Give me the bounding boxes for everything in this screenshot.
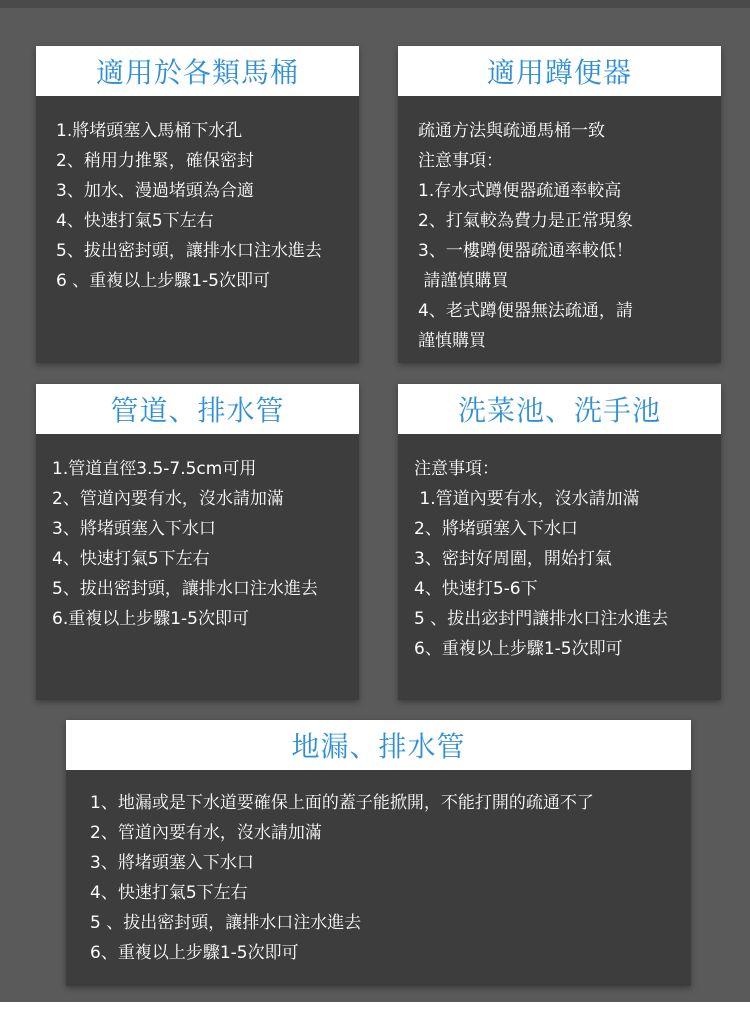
top-border <box>0 0 750 8</box>
instruction-line: 2、將堵頭塞入下水口 <box>414 519 578 539</box>
instruction-line: 6 、重複以上步驟1-5次即可 <box>56 271 270 291</box>
instruction-line: 3、加水、漫過堵頭為合適 <box>56 181 254 201</box>
instruction-line: 4、快速打氣5下左右 <box>52 549 210 569</box>
instruction-line: 2、稍用力推緊，確保密封 <box>56 151 254 171</box>
card-sink-usage <box>398 384 721 700</box>
instruction-line: 謹慎購買 <box>418 331 486 351</box>
instruction-line: 1、地漏或是下水道要確保上面的蓋子能掀開，不能打開的疏通不了 <box>90 793 594 813</box>
instruction-line: 6.重複以上步驟1-5次即可 <box>52 609 249 629</box>
card-squat-toilet-usage <box>398 46 721 363</box>
instruction-line: 3、一樓蹲便器疏通率較低！ <box>418 241 633 261</box>
instruction-line: 6、重複以上步驟1-5次即可 <box>90 943 299 963</box>
instruction-line: 1.存水式蹲便器疏通率較高 <box>418 181 622 201</box>
instruction-line: 1.管道內要有水，沒水請加滿 <box>414 489 640 509</box>
instruction-line: 3、密封好周圍，開始打氣 <box>414 549 612 569</box>
instruction-line: 4、快速打氣5下左右 <box>56 211 214 231</box>
instruction-line: 2、打氣較為費力是正常現象 <box>418 211 633 231</box>
instruction-line: 4、快速打氣5下左右 <box>90 883 248 903</box>
card-instructions <box>36 434 359 700</box>
card-title: 適用蹲便器 <box>398 46 721 96</box>
instruction-line: 5 、拔出宓封門讓排水口注水進去 <box>414 609 669 629</box>
instruction-line: 5 、拔出密封頭，讓排水口注水進去 <box>90 913 362 933</box>
card-floor-drain-usage <box>66 720 691 986</box>
instruction-line: 疏通方法與疏通馬桶一致 <box>418 121 605 141</box>
instruction-line: 1.將堵頭塞入馬桶下水孔 <box>56 121 243 141</box>
card-instructions <box>398 96 721 363</box>
instruction-line: 4、快速打5-6下 <box>414 579 538 599</box>
card-title: 適用於各類馬桶 <box>36 46 359 96</box>
card-instructions <box>66 770 691 986</box>
instruction-line: 6、重複以上步驟1-5次即可 <box>414 639 623 659</box>
card-title: 管道、排水管 <box>36 384 359 434</box>
instruction-line: 4、老式蹲便器無法疏通，請 <box>418 301 633 321</box>
instruction-line: 5、拔出密封頭，讓排水口注水進去 <box>56 241 322 261</box>
instruction-line: 1.管道直徑3.5-7.5cm可用 <box>52 459 257 479</box>
instruction-line: 注意事項： <box>418 151 503 171</box>
instruction-line: 3、將堵頭塞入下水口 <box>52 519 216 539</box>
instruction-line: 5、拔出密封頭，讓排水口注水進去 <box>52 579 318 599</box>
card-title: 洗菜池、洗手池 <box>398 384 721 434</box>
instruction-line: 3、將堵頭塞入下水口 <box>90 853 254 873</box>
instruction-line: 2、管道內要有水，沒水請加滿 <box>90 823 322 843</box>
instruction-line: 注意事項： <box>414 459 499 479</box>
card-title: 地漏、排水管 <box>66 720 691 770</box>
card-instructions <box>398 434 721 700</box>
instruction-line: 2、管道內要有水，沒水請加滿 <box>52 489 284 509</box>
card-pipe-usage <box>36 384 359 700</box>
bottom-border <box>0 1002 750 1022</box>
card-instructions <box>36 96 359 363</box>
instruction-line: 請謹慎購買 <box>418 271 509 291</box>
card-toilet-usage <box>36 46 359 363</box>
